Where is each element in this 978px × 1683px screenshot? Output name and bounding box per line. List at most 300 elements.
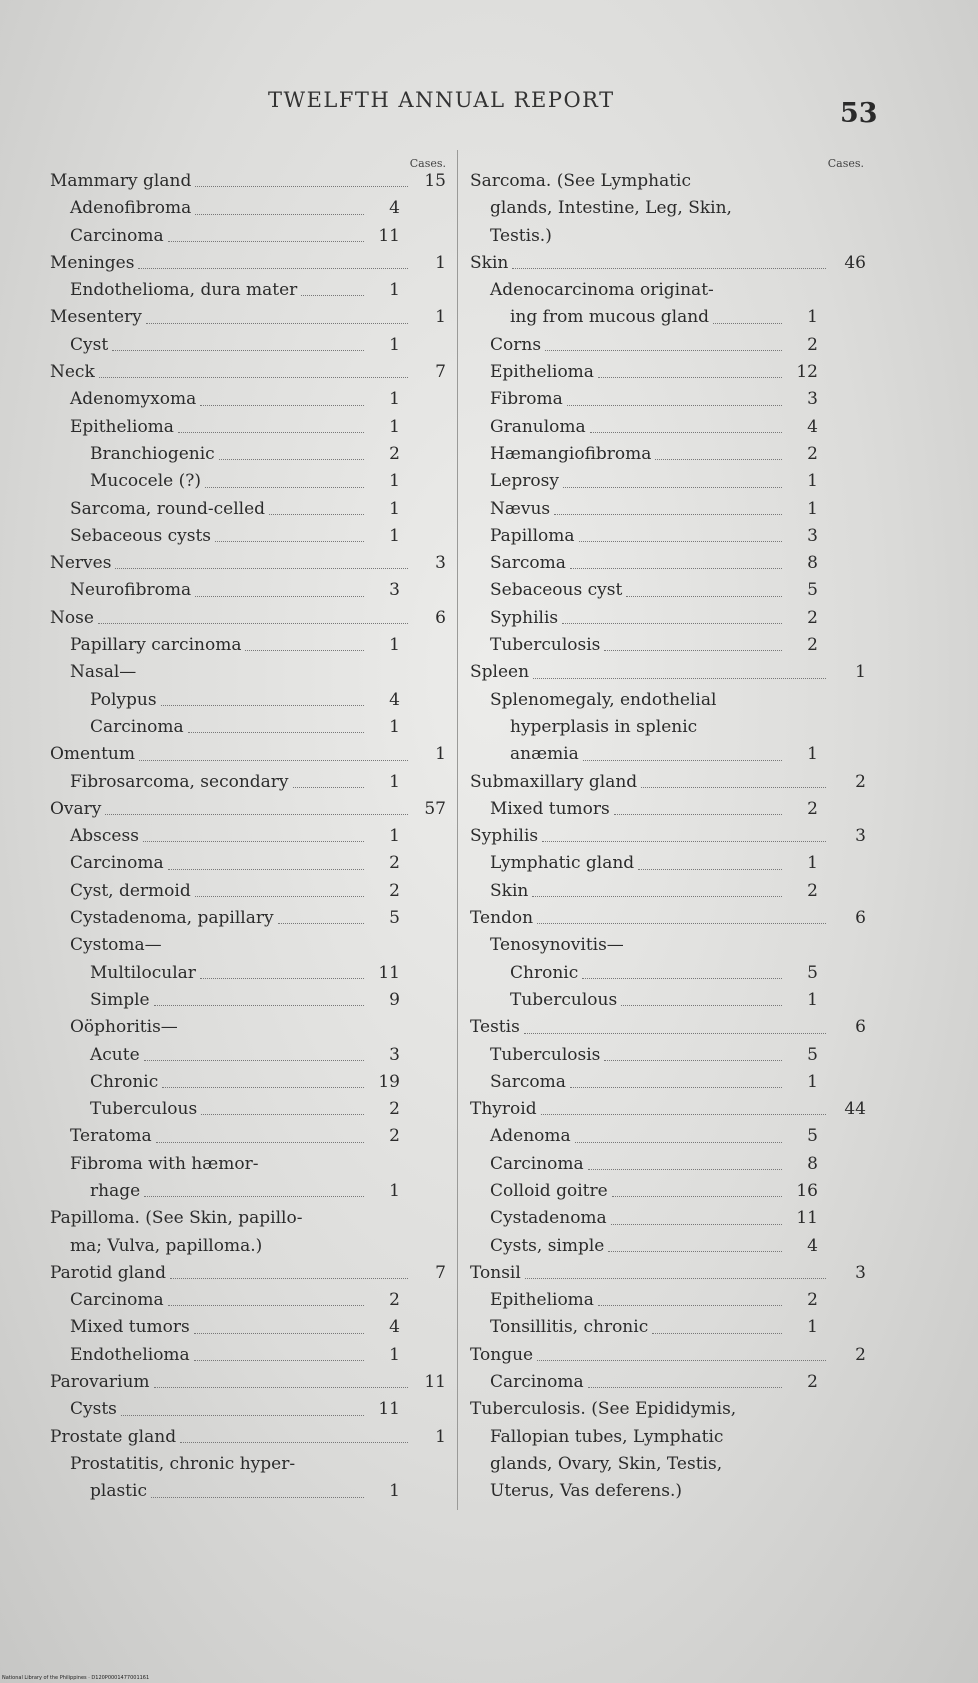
- total-case-count: 7: [435, 1262, 446, 1283]
- total-case-count: 11: [424, 1372, 446, 1393]
- index-entry: [470, 1260, 870, 1287]
- total-case-count: 46: [844, 252, 866, 273]
- total-case-count: 15: [424, 171, 446, 191]
- entry-label: hyperplasis in splenic: [510, 716, 698, 737]
- sub-case-count: 4: [389, 1317, 400, 1338]
- entry-label: Testis: [470, 1017, 520, 1038]
- entry-label: Adenomyxoma: [70, 389, 197, 410]
- dotted-leader: [638, 869, 782, 870]
- index-entry: [50, 905, 452, 932]
- index-entry: [50, 168, 452, 195]
- dotted-leader: [563, 487, 782, 488]
- index-entry: [470, 878, 870, 905]
- index-entry: [50, 1314, 452, 1341]
- dotted-leader: [200, 405, 364, 406]
- sub-case-count: 8: [807, 1153, 818, 1174]
- index-entry: [470, 605, 870, 632]
- dotted-leader: [590, 432, 782, 433]
- sub-case-count: 16: [796, 1180, 818, 1201]
- entry-label: Colloid goitre: [490, 1180, 608, 1201]
- index-entry: [50, 250, 452, 277]
- entry-label: Fallopian tubes, Lymphatic: [490, 1426, 724, 1447]
- dotted-leader: [278, 923, 364, 924]
- dotted-leader: [579, 541, 782, 542]
- entry-label: Submaxillary gland: [470, 771, 638, 792]
- total-case-count: 3: [855, 1262, 866, 1283]
- dotted-leader: [168, 1305, 364, 1306]
- entry-label: Mesentery: [50, 307, 142, 328]
- dotted-leader: [200, 978, 364, 979]
- entry-label: Cystoma—: [70, 935, 162, 956]
- entry-label: Epithelioma: [70, 416, 174, 437]
- dotted-leader: [195, 214, 364, 215]
- dotted-leader: [652, 1333, 782, 1334]
- index-entry: [470, 1451, 870, 1478]
- sub-case-count: 2: [807, 334, 818, 355]
- index-entry: [470, 1205, 870, 1232]
- dotted-leader: [582, 978, 782, 979]
- dotted-leader: [195, 186, 408, 187]
- sub-case-count: 2: [807, 1290, 818, 1311]
- entry-label: Testis.): [490, 225, 552, 246]
- dotted-leader: [168, 241, 364, 242]
- index-entry: [50, 1205, 452, 1232]
- entry-label: Polypus: [90, 689, 157, 710]
- entry-label: ing from mucous gland: [510, 307, 710, 328]
- entry-label: Carcinoma: [490, 1153, 584, 1174]
- entry-label: Nerves: [50, 553, 112, 574]
- entry-label: Nævus: [490, 498, 551, 519]
- sub-case-count: 2: [807, 798, 818, 819]
- dotted-leader: [570, 1087, 782, 1088]
- index-entry: [50, 223, 452, 250]
- entry-label: Syphilis: [470, 826, 539, 847]
- entry-label: Hæmangiofibroma: [490, 443, 652, 464]
- entry-label: Corns: [490, 334, 542, 355]
- index-entry: [50, 1287, 452, 1314]
- index-entry: [50, 1260, 452, 1287]
- total-case-count: 7: [435, 362, 446, 383]
- total-case-count: 3: [435, 553, 446, 574]
- index-entry: [50, 1451, 452, 1478]
- index-entry: [50, 632, 452, 659]
- index-entry: [470, 1424, 870, 1451]
- dotted-leader: [156, 1142, 364, 1143]
- index-entry: [50, 605, 452, 632]
- dotted-leader: [598, 1305, 782, 1306]
- entry-label: Adenofibroma: [70, 198, 192, 219]
- entry-label: Chronic: [90, 1071, 159, 1092]
- index-entry: [50, 195, 452, 222]
- entry-label: Cyst, dermoid: [70, 880, 191, 901]
- sub-case-count: 1: [389, 635, 400, 656]
- dotted-leader: [713, 323, 782, 324]
- entry-label: Splenomegaly, endothelial: [490, 689, 717, 710]
- sub-case-count: 11: [796, 1208, 818, 1229]
- sub-case-count: 1: [389, 280, 400, 301]
- index-entry: [470, 687, 870, 714]
- entry-label: Abscess: [70, 826, 139, 847]
- entry-label: Tuberculous: [510, 989, 618, 1010]
- index-entry: [470, 1178, 870, 1205]
- entry-label: Acute: [90, 1044, 140, 1065]
- entry-label: Tuberculous: [90, 1099, 198, 1120]
- index-entry: [470, 932, 870, 959]
- index-entry: [50, 414, 452, 441]
- entry-label: Adenoma: [490, 1126, 571, 1147]
- sub-case-count: 2: [389, 1126, 400, 1147]
- entry-label: Fibroma with hæmor-: [70, 1153, 259, 1174]
- entry-label: Branchiogenic: [90, 443, 215, 464]
- entry-label: Skin: [490, 880, 529, 901]
- index-entry: [470, 168, 870, 195]
- dotted-leader: [583, 760, 782, 761]
- index-entry: [50, 1151, 452, 1178]
- dotted-leader: [575, 1142, 782, 1143]
- index-entry: [50, 1042, 452, 1069]
- index-entry: [50, 577, 452, 604]
- dotted-leader: [608, 1251, 782, 1252]
- sub-case-count: 4: [389, 689, 400, 710]
- entry-label: Carcinoma: [70, 1290, 164, 1311]
- entry-label: rhage: [90, 1180, 141, 1201]
- sub-case-count: 1: [389, 826, 400, 847]
- sub-case-count: 11: [378, 1399, 400, 1420]
- total-case-count: 44: [844, 1099, 866, 1120]
- dotted-leader: [641, 787, 826, 788]
- dotted-leader: [188, 732, 364, 733]
- sub-case-count: 4: [807, 1235, 818, 1256]
- index-entry: [470, 796, 870, 823]
- entry-label: Meninges: [50, 252, 135, 273]
- index-entry: [50, 441, 452, 468]
- dotted-leader: [121, 1415, 364, 1416]
- entry-label: Tenosynovitis—: [490, 935, 624, 956]
- entry-label: Tuberculosis: [490, 635, 601, 656]
- entry-label: Endothelioma: [70, 1344, 190, 1365]
- total-case-count: 6: [855, 908, 866, 929]
- sub-case-count: 3: [807, 525, 818, 546]
- entry-label: Papilloma: [490, 525, 575, 546]
- index-entry: [50, 741, 452, 768]
- index-entry: [470, 223, 870, 250]
- index-entry: [50, 1123, 452, 1150]
- index-entry: [470, 577, 870, 604]
- dotted-leader: [168, 869, 364, 870]
- right-index-column: [470, 150, 870, 1506]
- entry-label: Fibrosarcoma, secondary: [70, 771, 289, 792]
- total-case-count: 1: [435, 307, 446, 328]
- sub-case-count: 11: [378, 962, 400, 983]
- cases-heading-left: Cases.: [409, 157, 446, 170]
- entry-label: Neurofibroma: [70, 580, 192, 601]
- index-entry: [50, 1396, 452, 1423]
- total-case-count: 57: [424, 798, 446, 819]
- left-index-column: [50, 150, 452, 1506]
- index-entry: [470, 304, 870, 331]
- sub-case-count: 2: [807, 635, 818, 656]
- entry-label: Sarcoma: [490, 1071, 566, 1092]
- index-entry: [470, 468, 870, 495]
- sub-case-count: 1: [807, 744, 818, 765]
- entry-label: Parotid gland: [50, 1262, 167, 1283]
- sub-case-count: 12: [796, 362, 818, 383]
- index-entry: [50, 769, 452, 796]
- sub-case-count: 1: [807, 498, 818, 519]
- sub-case-count: 1: [389, 498, 400, 519]
- index-entry: [470, 741, 870, 768]
- entry-label: Multilocular: [90, 962, 196, 983]
- dotted-leader: [201, 1114, 364, 1115]
- index-entry: [470, 1396, 870, 1423]
- total-case-count: 1: [435, 252, 446, 273]
- total-case-count: 6: [435, 607, 446, 628]
- entry-label: Endothelioma, dura mater: [70, 280, 298, 301]
- dotted-leader: [98, 623, 408, 624]
- entry-label: Leprosy: [490, 471, 559, 492]
- sub-case-count: 5: [807, 1044, 818, 1065]
- index-entry: [470, 850, 870, 877]
- sub-case-count: 19: [378, 1071, 400, 1092]
- dotted-leader: [611, 1224, 782, 1225]
- sub-case-count: 1: [389, 389, 400, 410]
- index-entry: [50, 1014, 452, 1041]
- index-entry: [50, 1178, 452, 1205]
- dotted-leader: [138, 268, 408, 269]
- sub-case-count: 1: [389, 525, 400, 546]
- dotted-leader: [533, 678, 826, 679]
- index-entry: [470, 632, 870, 659]
- dotted-leader: [154, 1005, 364, 1006]
- index-entry: [470, 769, 870, 796]
- dotted-leader: [626, 596, 782, 597]
- entry-label: glands, Intestine, Leg, Skin,: [490, 198, 732, 219]
- index-entry: [470, 1123, 870, 1150]
- entry-label: Tongue: [470, 1344, 534, 1365]
- sub-case-count: 2: [807, 443, 818, 464]
- entry-label: Cyst: [70, 334, 109, 355]
- index-entry: [470, 1096, 870, 1123]
- entry-label: Adenocarcinoma originat-: [490, 280, 714, 301]
- dotted-leader: [146, 323, 408, 324]
- dotted-leader: [194, 1360, 364, 1361]
- dotted-leader: [180, 1442, 408, 1443]
- cases-heading-right: Cases.: [827, 157, 864, 170]
- total-case-count: 2: [855, 1344, 866, 1365]
- sub-case-count: 11: [378, 225, 400, 246]
- entry-label: Tendon: [470, 908, 534, 929]
- index-entry: [470, 523, 870, 550]
- dotted-leader: [144, 1196, 364, 1197]
- page-number: 53: [840, 98, 878, 129]
- dotted-leader: [614, 814, 782, 815]
- index-entry: [470, 1233, 870, 1260]
- dotted-leader: [99, 377, 408, 378]
- index-entry: [470, 1314, 870, 1341]
- sub-case-count: 2: [389, 1290, 400, 1311]
- entry-label: Tuberculosis: [490, 1044, 601, 1065]
- index-entry: [470, 441, 870, 468]
- index-entry: [50, 304, 452, 331]
- index-entry: [470, 195, 870, 222]
- entry-label: Nasal—: [70, 662, 137, 683]
- dotted-leader: [115, 568, 408, 569]
- index-entry: [50, 878, 452, 905]
- dotted-leader: [170, 1278, 408, 1279]
- index-entry: [50, 523, 452, 550]
- index-entry: [50, 1369, 452, 1396]
- sub-case-count: 8: [807, 553, 818, 574]
- entry-label: Syphilis: [490, 607, 559, 628]
- sub-case-count: 2: [807, 1372, 818, 1393]
- sub-case-count: 1: [389, 1481, 400, 1502]
- entry-label: Fibroma: [490, 389, 563, 410]
- index-entry: [50, 796, 452, 823]
- sub-case-count: 9: [389, 989, 400, 1010]
- entry-label: Mucocele (?): [90, 471, 201, 492]
- sub-case-count: 5: [807, 580, 818, 601]
- entry-label: Carcinoma: [70, 225, 164, 246]
- sub-case-count: 1: [389, 1344, 400, 1365]
- sub-case-count: 3: [389, 1044, 400, 1065]
- dotted-leader: [525, 1278, 826, 1279]
- sub-case-count: 1: [807, 471, 818, 492]
- entry-label: Granuloma: [490, 416, 586, 437]
- dotted-leader: [269, 514, 364, 515]
- index-entry: [50, 359, 452, 386]
- index-entry: [470, 277, 870, 304]
- index-entry: [50, 987, 452, 1014]
- index-entry: [470, 332, 870, 359]
- dotted-leader: [195, 896, 364, 897]
- sub-case-count: 4: [389, 198, 400, 219]
- entry-label: Papillary carcinoma: [70, 635, 242, 656]
- entry-label: Spleen: [470, 662, 530, 683]
- dotted-leader: [245, 650, 364, 651]
- entry-label: Cystadenoma: [490, 1208, 607, 1229]
- dotted-leader: [604, 1060, 782, 1061]
- entry-label: Uterus, Vas deferens.): [490, 1481, 682, 1502]
- entry-label: Mixed tumors: [70, 1317, 190, 1338]
- index-entry: [50, 714, 452, 741]
- library-footer-note: National Library of the Philippines · D120P0001477001161: [2, 1675, 150, 1681]
- sub-case-count: 1: [389, 716, 400, 737]
- index-entry: [470, 250, 870, 277]
- sub-case-count: 1: [807, 307, 818, 328]
- dotted-leader: [161, 705, 364, 706]
- total-case-count: 3: [855, 826, 866, 847]
- entry-label: Parovarium: [50, 1372, 150, 1393]
- dotted-leader: [621, 1005, 782, 1006]
- total-case-count: 1: [855, 662, 866, 683]
- sub-case-count: 4: [807, 416, 818, 437]
- sub-case-count: 5: [389, 908, 400, 929]
- dotted-leader: [588, 1169, 782, 1170]
- entry-label: Papilloma. (See Skin, papillo-: [50, 1208, 303, 1229]
- sub-case-count: 1: [807, 853, 818, 874]
- index-entry: [50, 850, 452, 877]
- entry-label: Sarcoma, round-celled: [70, 498, 266, 519]
- dotted-leader: [512, 268, 826, 269]
- entry-label: Mixed tumors: [490, 798, 610, 819]
- entry-label: Prostatitis, chronic hyper-: [70, 1453, 296, 1474]
- dotted-leader: [524, 1033, 826, 1034]
- dotted-leader: [570, 568, 782, 569]
- sub-case-count: 5: [807, 1126, 818, 1147]
- sub-case-count: 3: [389, 580, 400, 601]
- dotted-leader: [112, 350, 364, 351]
- entry-label: plastic: [90, 1481, 147, 1502]
- dotted-leader: [532, 896, 782, 897]
- entry-label: Neck: [50, 362, 95, 383]
- entry-label: Chronic: [510, 962, 579, 983]
- dotted-leader: [554, 514, 782, 515]
- index-entry: [470, 1042, 870, 1069]
- entry-label: Lymphatic gland: [490, 853, 635, 874]
- dotted-leader: [154, 1387, 408, 1388]
- dotted-leader: [194, 1333, 364, 1334]
- index-entry: [470, 1369, 870, 1396]
- index-entry: [470, 905, 870, 932]
- index-entry: [470, 414, 870, 441]
- entry-label: Carcinoma: [490, 1372, 584, 1393]
- index-entry: [50, 1096, 452, 1123]
- dotted-leader: [562, 623, 782, 624]
- entry-label: Sarcoma. (See Lymphatic: [470, 171, 691, 191]
- column-divider: [457, 150, 458, 1510]
- sub-case-count: 1: [807, 1317, 818, 1338]
- dotted-leader: [162, 1087, 364, 1088]
- dotted-leader: [655, 459, 782, 460]
- entry-label: Epithelioma: [490, 1290, 594, 1311]
- index-entry: [470, 1014, 870, 1041]
- index-entry: [470, 386, 870, 413]
- index-entry: [470, 823, 870, 850]
- dotted-leader: [293, 787, 364, 788]
- index-entry: [50, 1069, 452, 1096]
- sub-case-count: 2: [807, 880, 818, 901]
- index-entry: [470, 1069, 870, 1096]
- index-entry: [50, 332, 452, 359]
- entry-label: Cysts: [70, 1399, 117, 1420]
- running-title: TWELFTH ANNUAL REPORT: [268, 88, 615, 112]
- index-entry: [50, 932, 452, 959]
- sub-case-count: 2: [389, 443, 400, 464]
- dotted-leader: [537, 1360, 826, 1361]
- dotted-leader: [178, 432, 364, 433]
- index-entry: [50, 687, 452, 714]
- sub-case-count: 1: [389, 771, 400, 792]
- index-entry: [470, 550, 870, 577]
- index-entry: [50, 659, 452, 686]
- dotted-leader: [105, 814, 408, 815]
- dotted-leader: [144, 1060, 364, 1061]
- index-entry: [470, 1342, 870, 1369]
- index-entry: [50, 468, 452, 495]
- dotted-leader: [598, 377, 782, 378]
- index-entry: [470, 496, 870, 523]
- index-entry: [50, 496, 452, 523]
- sub-case-count: 1: [389, 416, 400, 437]
- entry-label: Epithelioma: [490, 362, 594, 383]
- index-entry: [470, 960, 870, 987]
- total-case-count: 1: [435, 1426, 446, 1447]
- entry-label: anæmia: [510, 744, 579, 765]
- index-entry: [470, 659, 870, 686]
- entry-label: Sarcoma: [490, 553, 566, 574]
- entry-label: glands, Ovary, Skin, Testis,: [490, 1453, 723, 1474]
- entry-label: Ovary: [50, 798, 102, 819]
